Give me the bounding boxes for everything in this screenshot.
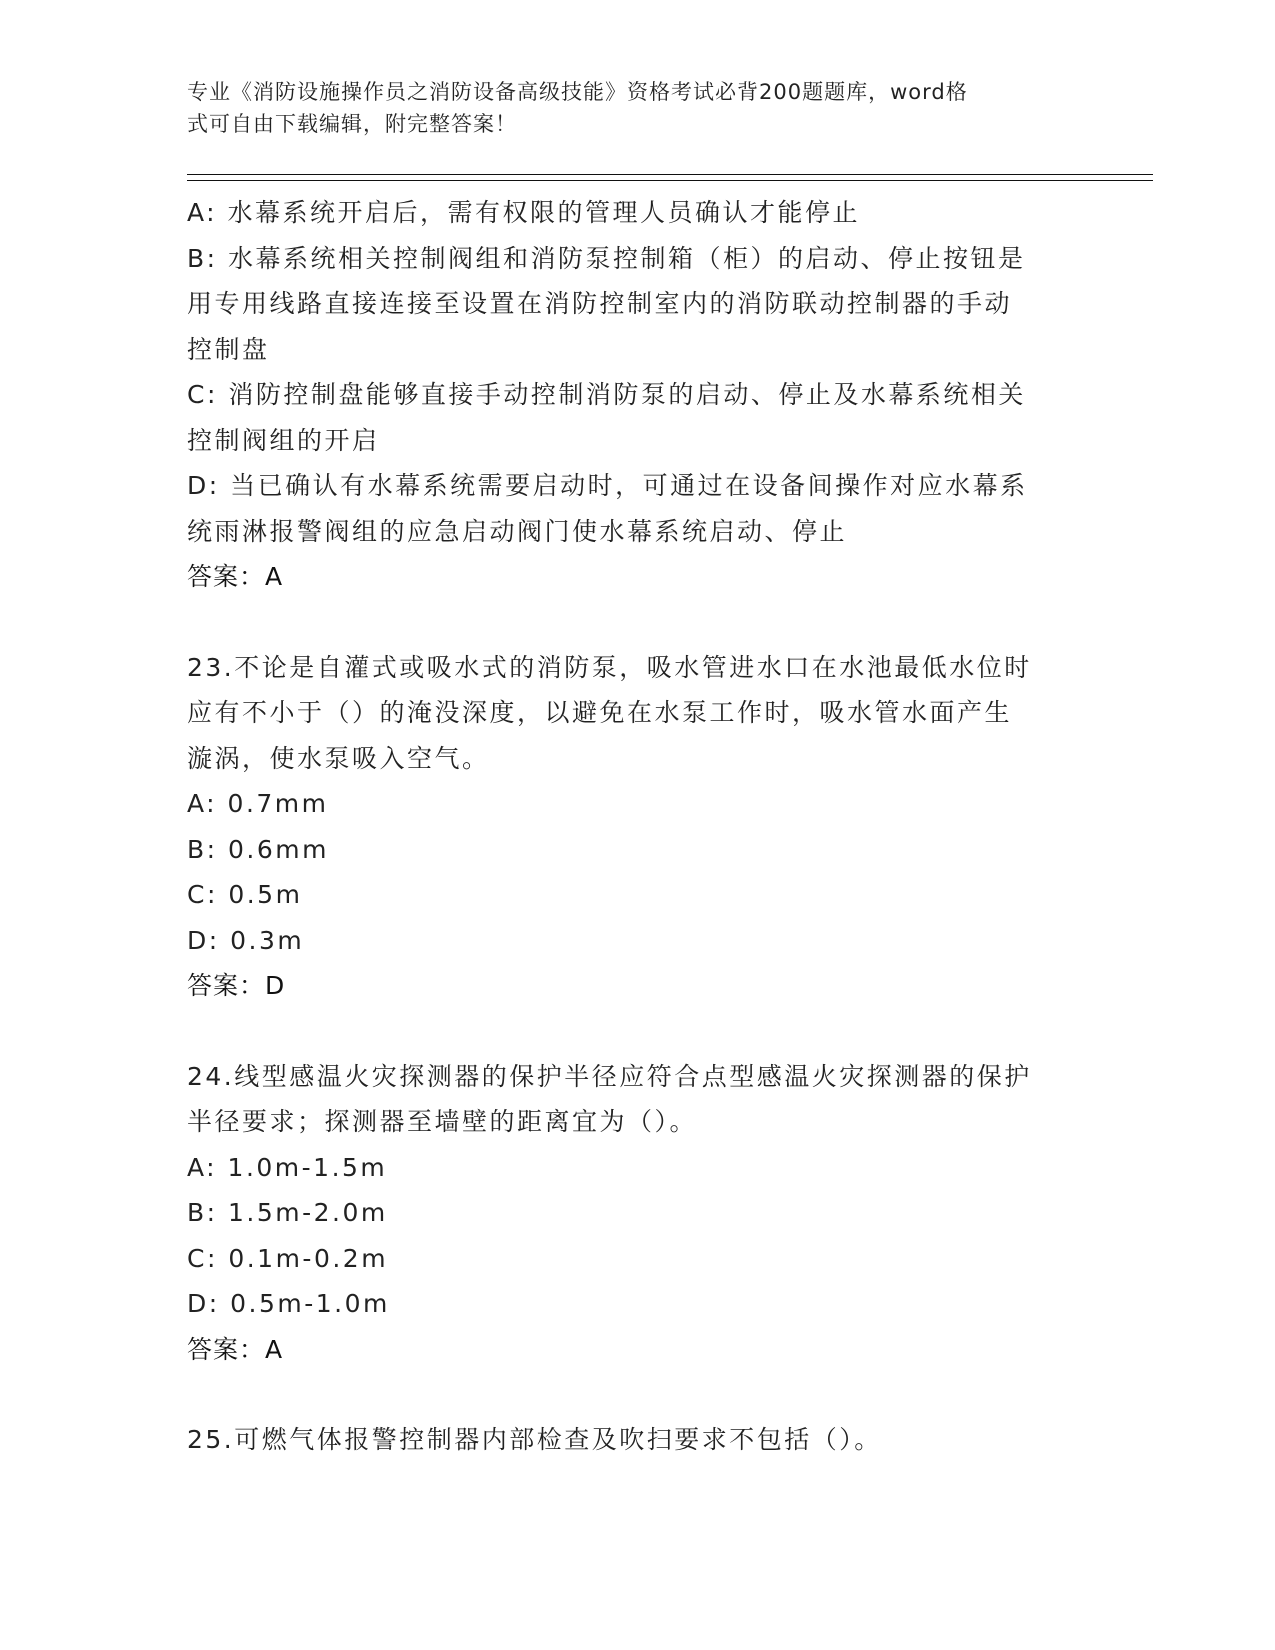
document-header bbox=[187, 76, 1067, 140]
q22-option-c-line-1: C: 消防控制盘能够直接手动控制消防泵的启动、停止及水幕系统相关 bbox=[187, 380, 1026, 409]
q23-answer: 答案：D bbox=[187, 971, 286, 1000]
header-divider-top bbox=[187, 174, 1153, 175]
question-22-options bbox=[187, 190, 1087, 600]
header-divider-bottom bbox=[187, 180, 1153, 181]
q23-stem-line-2: 应有不小于（）的淹没深度，以避免在水泵工作时，吸水管水面产生 bbox=[187, 698, 1013, 727]
spacer bbox=[187, 1009, 1087, 1054]
q22-option-c-line-2: 控制阀组的开启 bbox=[187, 425, 380, 455]
q22-option-d-line-2: 统雨淋报警阀组的应急启动阀门使水幕系统启动、停止 bbox=[187, 516, 848, 546]
q22-answer: 答案：A bbox=[187, 562, 284, 591]
spacer bbox=[187, 600, 1087, 645]
q23-option-b: B: 0.6mm bbox=[187, 834, 329, 864]
q22-option-b-line-2: 用专用线路直接连接至设置在消防控制室内的消防联动控制器的手动 bbox=[187, 289, 1013, 318]
question-24 bbox=[187, 1054, 1087, 1373]
q22-option-b-line-1: B: 水幕系统相关控制阀组和消防泵控制箱（柜）的启动、停止按钮是 bbox=[187, 243, 1026, 273]
question-list bbox=[187, 190, 1087, 1463]
q24-stem-line-1: 24.线型感温火灾探测器的保护半径应符合点型感温火灾探测器的保护 bbox=[187, 1061, 1032, 1091]
q23-stem-line-3: 漩涡，使水泵吸入空气。 bbox=[187, 743, 490, 773]
q24-option-d: D: 0.5m-1.0m bbox=[187, 1289, 390, 1318]
q22-option-d-line-1: D: 当已确认有水幕系统需要启动时，可通过在设备间操作对应水幕系 bbox=[187, 471, 1028, 500]
q24-option-c: C: 0.1m-0.2m bbox=[187, 1243, 389, 1273]
q22-option-b-line-3: 控制盘 bbox=[187, 334, 270, 364]
q24-option-b: B: 1.5m-2.0m bbox=[187, 1198, 388, 1227]
q24-answer: 答案：A bbox=[187, 1334, 284, 1364]
q23-option-a: A: 0.7mm bbox=[187, 789, 329, 818]
question-25 bbox=[187, 1417, 1087, 1463]
header-title-line-2: 式可自由下载编辑，附完整答案！ bbox=[187, 112, 517, 136]
q24-option-a: A: 1.0m-1.5m bbox=[187, 1152, 388, 1182]
q25-stem-line-1: 25.可燃气体报警控制器内部检查及吹扫要求不包括（）。 bbox=[187, 1425, 882, 1454]
spacer bbox=[187, 1372, 1087, 1417]
q23-option-d: D: 0.3m bbox=[187, 925, 305, 955]
q24-stem-line-2: 半径要求；探测器至墙壁的距离宜为（）。 bbox=[187, 1107, 698, 1136]
q23-option-c: C: 0.5m bbox=[187, 880, 303, 909]
q23-stem-line-1: 23.不论是自灌式或吸水式的消防泵，吸水管进水口在水池最低水位时 bbox=[187, 652, 1032, 682]
question-23 bbox=[187, 645, 1087, 1009]
q22-option-a: A: 水幕系统开启后，需有权限的管理人员确认才能停止 bbox=[187, 198, 861, 227]
header-title-line-1: 专业《消防设施操作员之消防设备高级技能》资格考试必背200题题库，word格 bbox=[187, 80, 968, 104]
